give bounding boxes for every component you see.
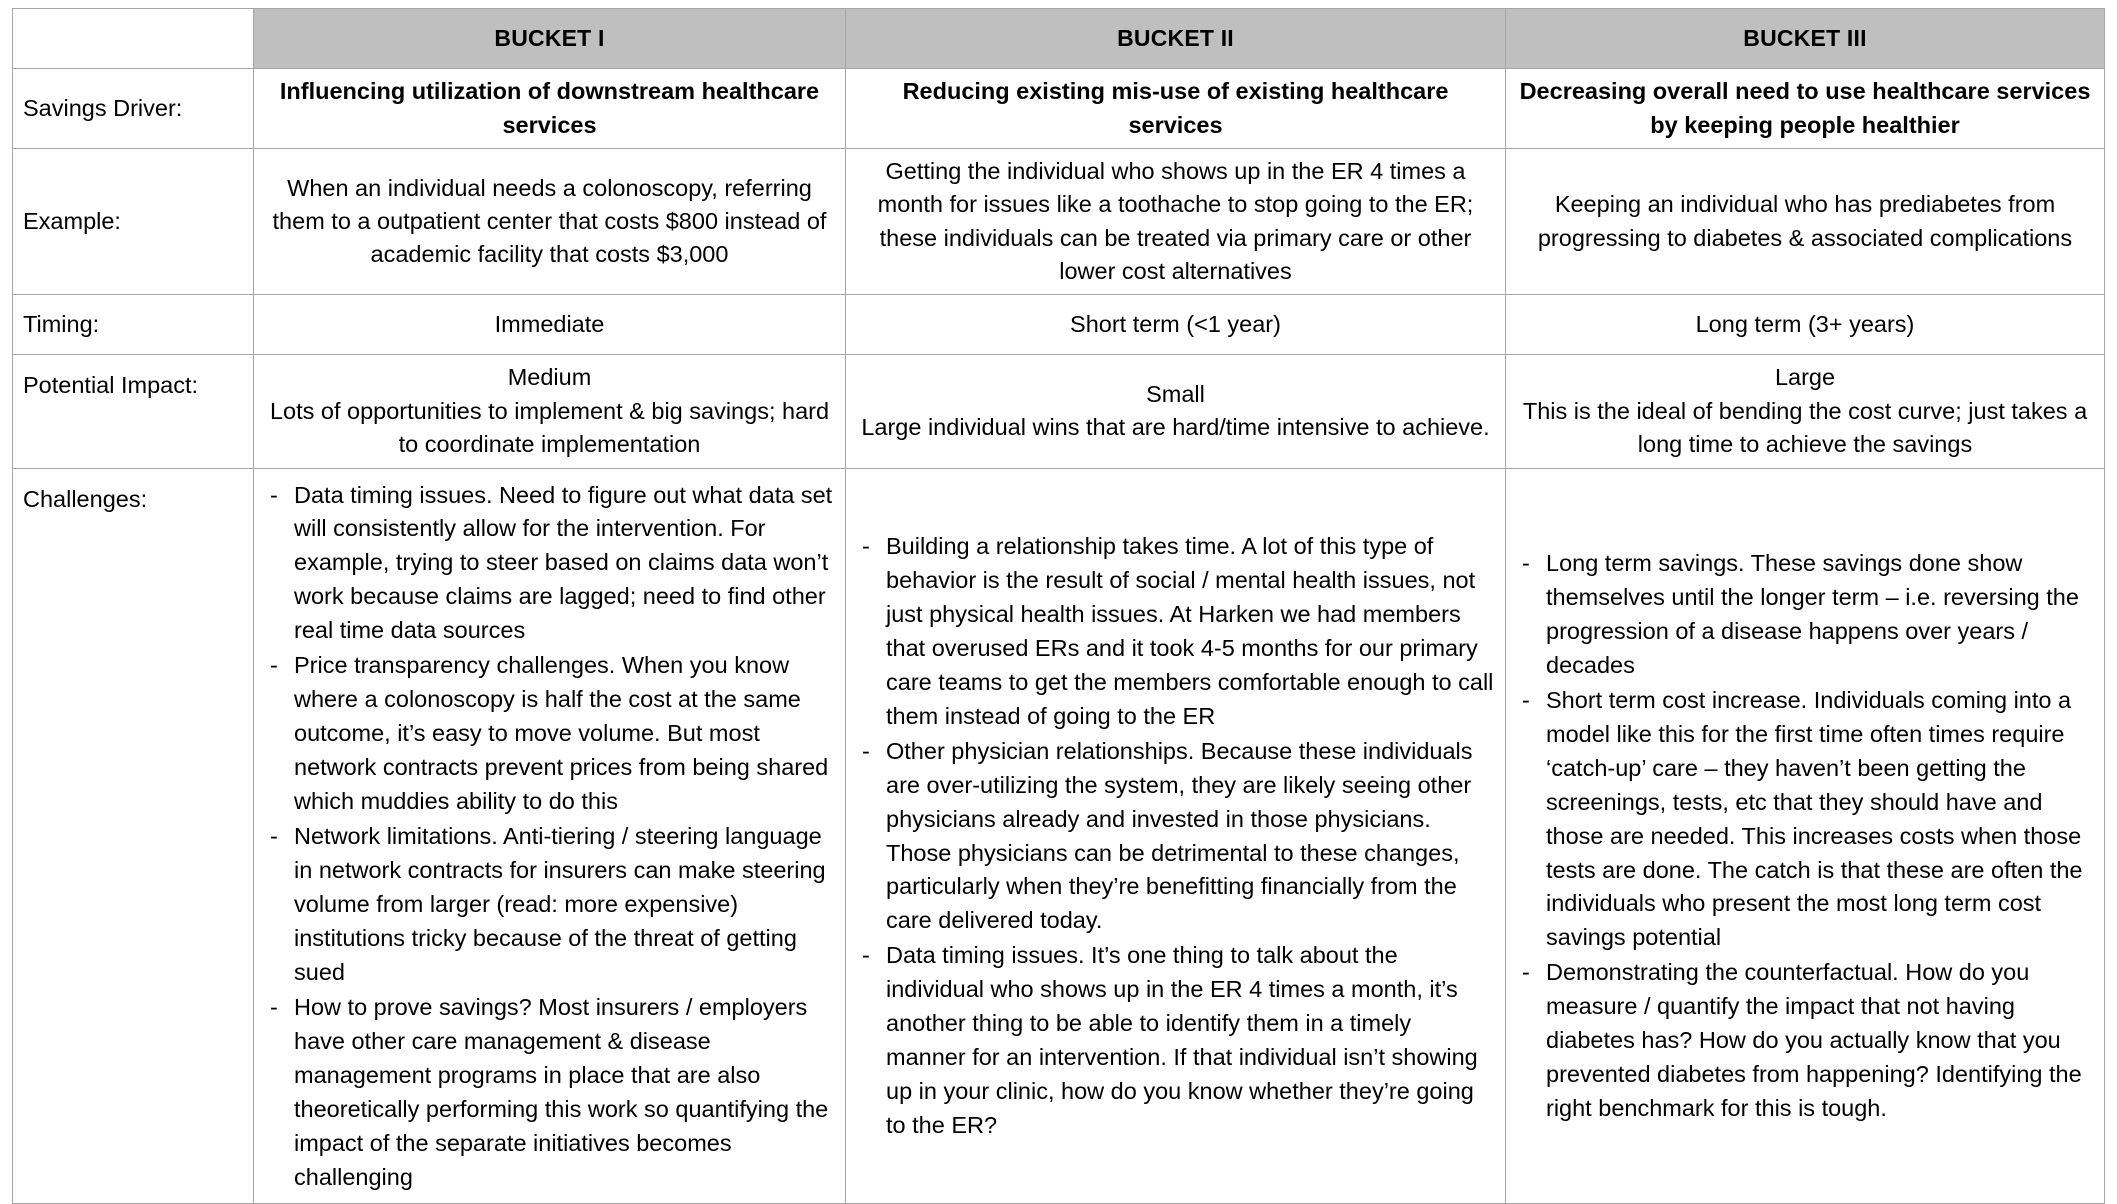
challenge-item: - How to prove savings? Most insurers / employers have other care management & disease management programs in place that are also theoretically performing this work so quantifying the impact of the separate initiatives becomes challenging [264,991,835,1195]
timing-bucket3: Long term (3+ years) [1506,295,2105,355]
table-row-potential-impact [13,355,2105,468]
timing-bucket1: Immediate [254,295,846,355]
challenges-list-bucket2 [856,530,1495,1143]
challenge-item: - Long term savings. These savings done show themselves until the longer term – i.e. reversing the progression of a disease happens over years / decades [1516,547,2094,683]
table-row-timing [13,295,2105,355]
row-label-example: Example: [13,149,254,295]
challenge-item: - Price transparency challenges. When you know where a colonoscopy is half the cost at the same outcome, it’s easy to move volume. But most network contracts prevent prices from being shared which muddies ability to do this [264,649,835,819]
savings-driver-bucket2: Reducing existing mis-use of existing healthcare services [846,69,1506,149]
example-bucket2: Getting the individual who shows up in the ER 4 times a month for issues like a toothache to stop going to the ER; these individuals can be treated via primary care or other lower cost alternatives [846,149,1506,295]
challenges-list-bucket1 [264,479,835,1195]
row-label-savings-driver: Savings Driver: [13,69,254,149]
impact-rating-bucket2: Small [1146,381,1205,408]
challenges-bucket3 [1506,468,2105,1203]
savings-driver-bucket1: Influencing utilization of downstream healthcare services [254,69,846,149]
challenge-item: - Network limitations. Anti-tiering / steering language in network contracts for insurers can make steering volume from larger (read: more expensive) institutions tricky because of the threat of getting sued [264,820,835,990]
challenge-item: - Other physician relationships. Because these individuals are over-utilizing the system, they are likely seeing other physicians already and invested in those physicians. Those physicians can be detrimental to these changes, particularly when they’re benefitting financially from the care delivered today. [856,735,1495,939]
challenges-list-bucket3 [1516,547,2094,1126]
column-header-bucket3: BUCKET III [1506,9,2105,69]
potential-impact-bucket1 [254,355,846,468]
table-header-row [13,9,2105,69]
challenge-item: - Short term cost increase. Individuals coming into a model like this for the first time often times require ‘catch-up’ care – they haven’t been getting the screenings, tests, etc that they should have and those are needed. This increases costs when those tests are done. The catch is that these are often the individuals who present the most long term cost savings potential [1516,684,2094,956]
row-label-challenges: Challenges: [13,468,254,1203]
row-label-timing: Timing: [13,295,254,355]
challenges-bucket2 [846,468,1506,1203]
impact-detail-bucket2: Large individual wins that are hard/time intensive to achieve. [861,414,1490,441]
potential-impact-bucket2 [846,355,1506,468]
table-row-savings-driver [13,69,2105,149]
row-label-potential-impact: Potential Impact: [13,355,254,468]
potential-impact-bucket3 [1506,355,2105,468]
table-row-example [13,149,2105,295]
example-bucket3: Keeping an individual who has prediabetes from progressing to diabetes & associated complications [1506,149,2105,295]
impact-detail-bucket1: Lots of opportunities to implement & big savings; hard to coordinate implementation [269,397,830,458]
table-corner-cell [13,9,254,69]
challenge-item: - Data timing issues. Need to figure out what data set will consistently allow for the intervention. For example, trying to steer based on claims data won’t work because claims are lagged; need to find other real time data sources [264,479,835,649]
challenge-item: - Building a relationship takes time. A lot of this type of behavior is the result of social / mental health issues, not just physical health issues. At Harken we had members that overused ERs and it took 4-5 months for our primary care teams to get the members comfortable enough to call them instead of going to the ER [856,530,1495,734]
table-row-challenges [13,468,2105,1203]
savings-buckets-table [12,8,2105,1204]
savings-driver-bucket3: Decreasing overall need to use healthcare services by keeping people healthier [1506,69,2105,149]
column-header-bucket1: BUCKET I [254,9,846,69]
column-header-bucket2: BUCKET II [846,9,1506,69]
impact-rating-bucket3: Large [1774,364,1836,391]
challenges-bucket1 [254,468,846,1203]
impact-detail-bucket3: This is the ideal of bending the cost curve; just takes a long time to achieve the savings [1522,397,2088,458]
timing-bucket2: Short term (<1 year) [846,295,1506,355]
challenge-item: - Data timing issues. It’s one thing to talk about the individual who shows up in the ER 4 times a month, it’s another thing to be able to identify them in a timely manner for an intervention. If that individual isn’t showing up in your clinic, how do you know whether they’re going to the ER? [856,939,1495,1143]
impact-rating-bucket1: Medium [507,364,592,391]
example-bucket1: When an individual needs a colonoscopy, referring them to a outpatient center that costs $800 instead of academic facility that costs $3,000 [254,149,846,295]
challenge-item: - Demonstrating the counterfactual. How do you measure / quantify the impact that not having diabetes has? How do you actually know that you prevented diabetes from happening? Identifying the right benchmark for this is tough. [1516,956,2094,1126]
